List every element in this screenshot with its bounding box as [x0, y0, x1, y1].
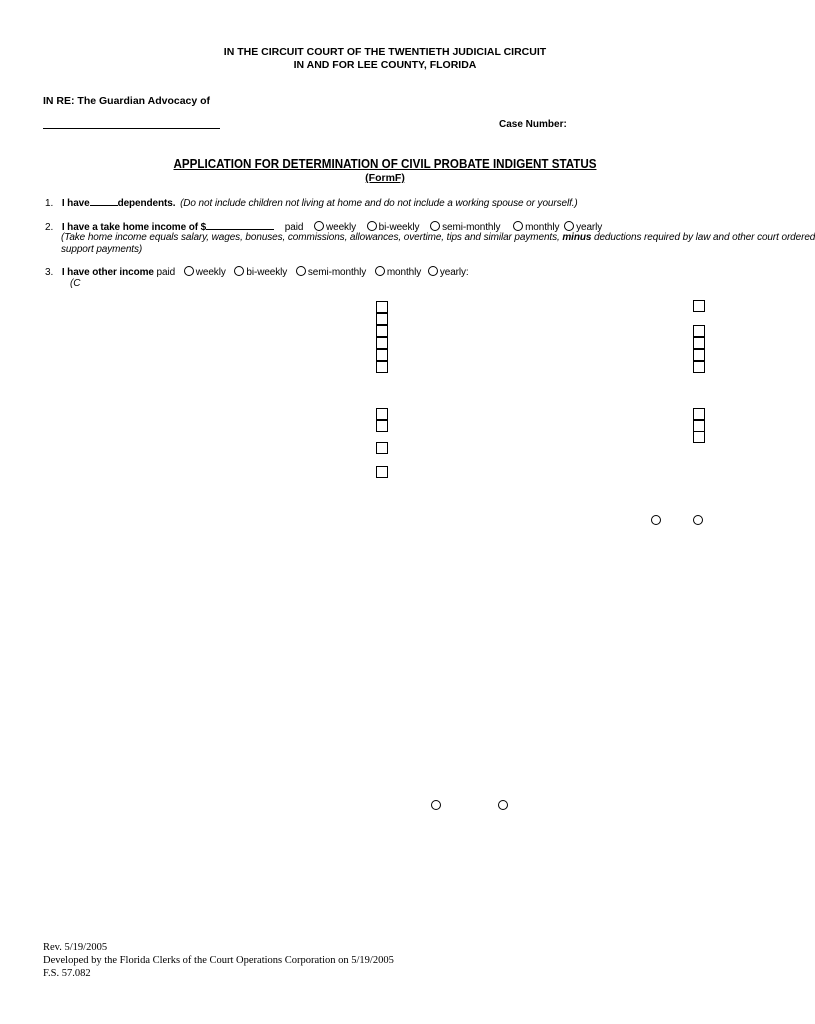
court-header-line2: IN AND FOR LEE COUNTY, FLORIDA: [293, 59, 477, 71]
right-checkbox-2[interactable]: [693, 325, 705, 337]
page-title: APPLICATION FOR DETERMINATION OF CIVIL PROBATE INDIGENT STATUS: [173, 157, 597, 171]
court-header-line1: IN THE CIRCUIT COURT OF THE TWENTIETH JUDICIAL CIRCUIT: [223, 46, 547, 58]
case-number-field[interactable]: [570, 119, 720, 129]
other-semimonthly-label: semi-monthly: [307, 267, 367, 278]
other-income-checkbox-3[interactable]: [376, 325, 388, 337]
item-1-number: 1.: [45, 198, 54, 209]
income-biweekly-label: bi-weekly: [378, 222, 420, 233]
item-2: [45, 219, 602, 233]
other-income-checkbox-5[interactable]: [376, 349, 388, 361]
item-2-paid-label: paid: [284, 222, 304, 233]
item-2-note-minus: minus: [562, 232, 592, 243]
yes-radio-2[interactable]: [431, 800, 441, 810]
item-3: [45, 266, 469, 278]
no-radio-2[interactable]: [498, 800, 508, 810]
item-1-label-a: I have: [61, 198, 90, 209]
other-weekly-label: weekly: [195, 267, 226, 278]
item-2-note-a: (Take home income equals salary, wages, bonuses, commissions, allowances, overtime, tips and similar payments,: [61, 232, 560, 243]
other-monthly-label: monthly: [386, 267, 422, 278]
item-2-number: 2.: [45, 222, 54, 233]
right-checkbox-6[interactable]: [693, 408, 705, 420]
developed-by: Developed by the Florida Clerks of the Court Operations Corporation on 5/19/2005: [43, 955, 394, 966]
dependents-field[interactable]: [90, 195, 118, 206]
other-monthly-radio[interactable]: [375, 266, 385, 276]
right-checkbox-5[interactable]: [693, 361, 705, 373]
other-weekly-radio[interactable]: [184, 266, 194, 276]
income-weekly-radio[interactable]: [314, 221, 324, 231]
income-semimonthly-radio[interactable]: [430, 221, 440, 231]
item-1-note: (Do not include children not living at home and do not include a working spouse or yourself.): [180, 198, 578, 209]
other-biweekly-label: bi-weekly: [246, 267, 288, 278]
other-income-checkbox-7[interactable]: [376, 408, 388, 420]
in-re-label: IN RE: The Guardian Advocacy of: [43, 95, 211, 107]
item-2-note-line1: [61, 232, 815, 243]
other-yearly-radio[interactable]: [428, 266, 438, 276]
income-yearly-radio[interactable]: [564, 221, 574, 231]
item-3-number: 3.: [45, 267, 54, 278]
other-income-checkbox-1[interactable]: [376, 301, 388, 313]
item-2-note-c: deductions required by law and other court ordered: [594, 232, 815, 243]
item-3-note-start: (C: [70, 278, 81, 289]
right-checkbox-1[interactable]: [693, 300, 705, 312]
item-1: [45, 195, 578, 209]
other-income-checkbox-6[interactable]: [376, 361, 388, 373]
income-yearly-label: yearly: [576, 222, 603, 233]
income-monthly-label: monthly: [525, 222, 560, 233]
other-income-checkbox-10[interactable]: [376, 466, 388, 478]
other-income-checkbox-4[interactable]: [376, 337, 388, 349]
right-checkbox-4[interactable]: [693, 349, 705, 361]
other-income-checkbox-8[interactable]: [376, 420, 388, 432]
item-3-paid-label: paid: [156, 267, 176, 278]
income-monthly-radio[interactable]: [513, 221, 523, 231]
right-checkbox-3[interactable]: [693, 337, 705, 349]
item-2-note-line2: support payments): [61, 244, 143, 255]
other-yearly-label: yearly:: [439, 267, 469, 278]
right-checkbox-8[interactable]: [693, 431, 705, 443]
form-id: (FormF): [365, 172, 405, 184]
revision-date: Rev. 5/19/2005: [43, 942, 108, 953]
item-2-label: I have a take home income of $: [61, 222, 207, 233]
statute-reference: F.S. 57.082: [43, 968, 91, 979]
other-biweekly-radio[interactable]: [234, 266, 244, 276]
yes-radio-1[interactable]: [651, 515, 661, 525]
income-biweekly-radio[interactable]: [367, 221, 377, 231]
guardian-name-field[interactable]: [43, 118, 220, 129]
case-number-label: Case Number:: [499, 119, 567, 130]
income-weekly-label: weekly: [326, 222, 356, 233]
item-3-label: I have other income: [61, 267, 154, 278]
income-amount-field[interactable]: [206, 219, 274, 230]
income-semimonthly-label: semi-monthly: [442, 222, 501, 233]
other-income-checkbox-9[interactable]: [376, 442, 388, 454]
item-1-label-b: dependents.: [117, 198, 176, 209]
no-radio-1[interactable]: [693, 515, 703, 525]
other-semimonthly-radio[interactable]: [296, 266, 306, 276]
other-income-checkbox-2[interactable]: [376, 313, 388, 325]
